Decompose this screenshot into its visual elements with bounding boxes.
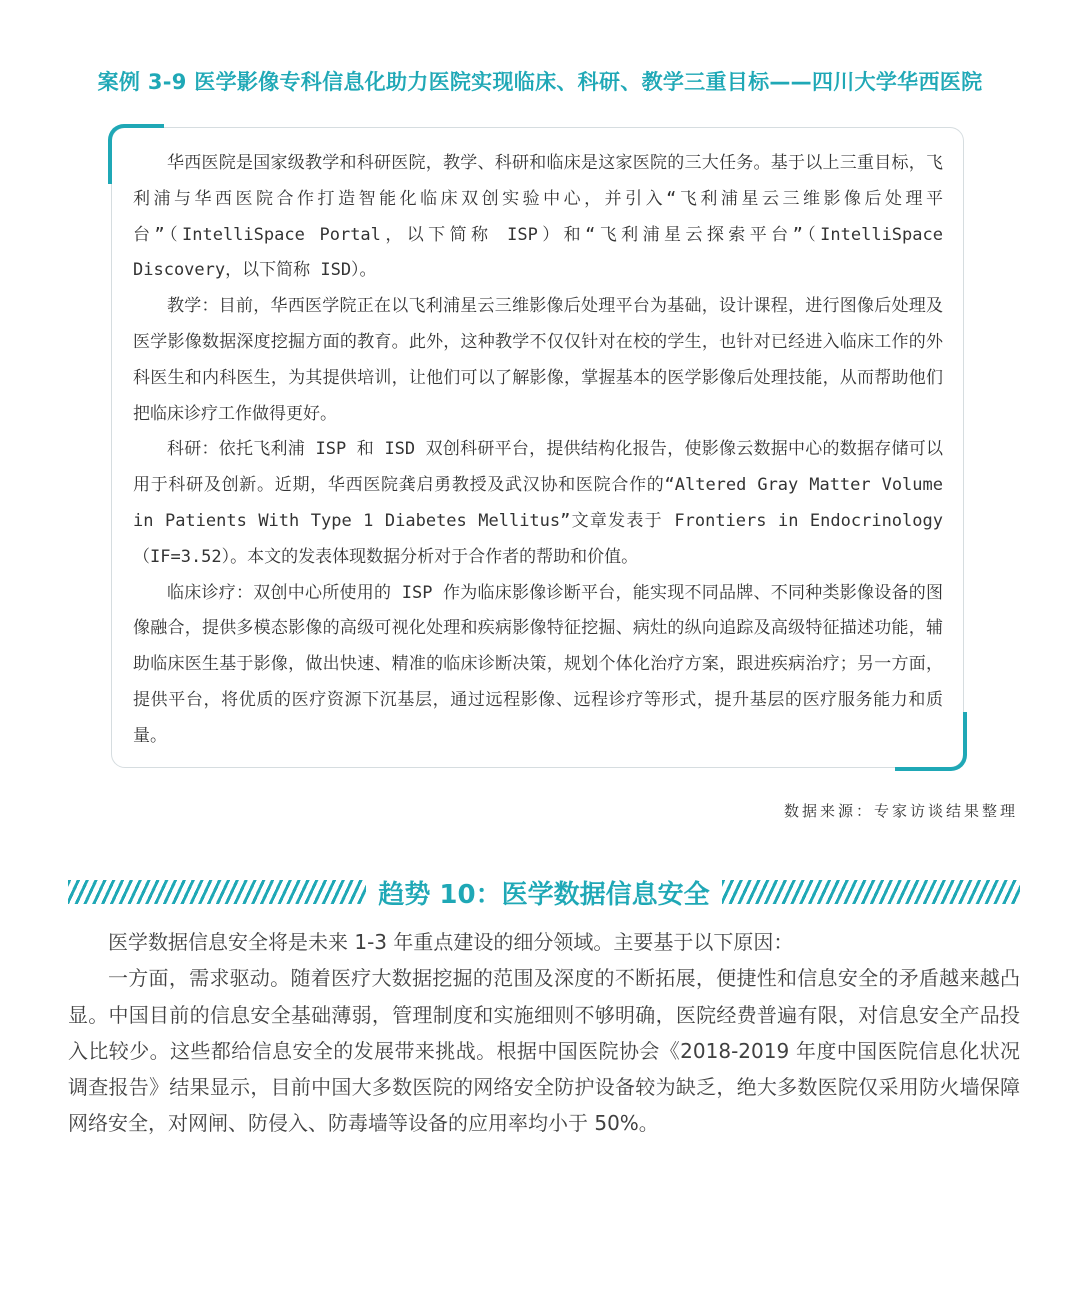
hatch-decoration-right xyxy=(722,880,1020,904)
hatch-decoration-left xyxy=(68,880,366,904)
case-paragraph-intro: 华西医院是国家级教学和科研医院，教学、科研和临床是这家医院的三大任务。基于以上三重目标，飞利浦与华西医院合作打造智能化临床双创实验中心，并引入“飞利浦星云三维影像后处理平台”（IntelliSpace Portal，以下简称 ISP）和“飞利浦星云探索平台”（IntelliSpace Discovery，以下简称 ISD）。 xyxy=(133,153,943,281)
case-paragraph-research: 科研：依托飞利浦 ISP 和 ISD 双创科研平台，提供结构化报告，使影像云数据中心的数据存储可以用于科研及创新。近期，华西医院龚启勇教授及武汉协和医院合作的“Altered Gray Matter Volume in Patients With Type 1 Diabetes Mellitus”文章发表于 Frontiers in Endocrinology（IF=3.52）。本文的发表体现数据分析对于合作者的帮助和价值。 xyxy=(133,439,943,567)
case-paragraph-teaching: 教学：目前，华西医学院正在以飞利浦星云三维影像后处理平台为基础，设计课程，进行图像后处理及医学影像数据深度挖掘方面的教育。此外，这种教学不仅仅针对在校的学生，也针对已经进入临床工作的外科医生和内科医生，为其提供培训，让他们可以了解影像，掌握基本的医学影像后处理技能，从而帮助他们把临床诊疗工作做得更好。 xyxy=(133,296,943,424)
case-title: 案例 3-9 医学影像专科信息化助力医院实现临床、科研、教学三重目标——四川大学华西医院 xyxy=(97,70,983,94)
trend-paragraph-demand: 一方面，需求驱动。随着医疗大数据挖掘的范围及深度的不断拓展，便捷性和信息安全的矛盾越来越凸显。中国目前的信息安全基础薄弱，管理制度和实施细则不够明确，医院经费普遍有限，对信息安全产品投入比较少。这些都给信息安全的发展带来挑战。根据中国医院协会《2018-2019 年度中国医院信息化状况调查报告》结果显示，目前中国大多数医院的网络安全防护设备较为缺乏，绝大多数医院仅采用防火墙保障网络安全，对网闸、防侵入、防毒墙等设备的应用率均小于 50%。 xyxy=(68,966,1020,1136)
trend-body xyxy=(68,924,1020,1142)
trend-paragraph-intro: 医学数据信息安全将是未来 1-3 年重点建设的细分领域。主要基于以下原因： xyxy=(108,930,794,954)
trend-title: 趋势 10：医学数据信息安全 xyxy=(378,880,710,910)
trend-heading-banner xyxy=(68,866,1020,918)
case-paragraph-clinical: 临床诊疗：双创中心所使用的 ISP 作为临床影像诊断平台，能实现不同品牌、不同种类影像设备的图像融合，提供多模态影像的高级可视化处理和疾病影像特征挖掘、病灶的纵向追踪及高级特征描述功能，辅助临床医生基于影像，做出快速、精准的临床诊断决策，规划个体化治疗方案，跟进疾病治疗；另一方面，提供平台，将优质的医疗资源下沉基层，通过远程影像、远程诊疗等形式，提升基层的医疗服务能力和质量。 xyxy=(133,582,943,746)
data-source-note: 数据来源：专家访谈结果整理 xyxy=(783,802,1018,820)
case-body xyxy=(133,146,943,755)
